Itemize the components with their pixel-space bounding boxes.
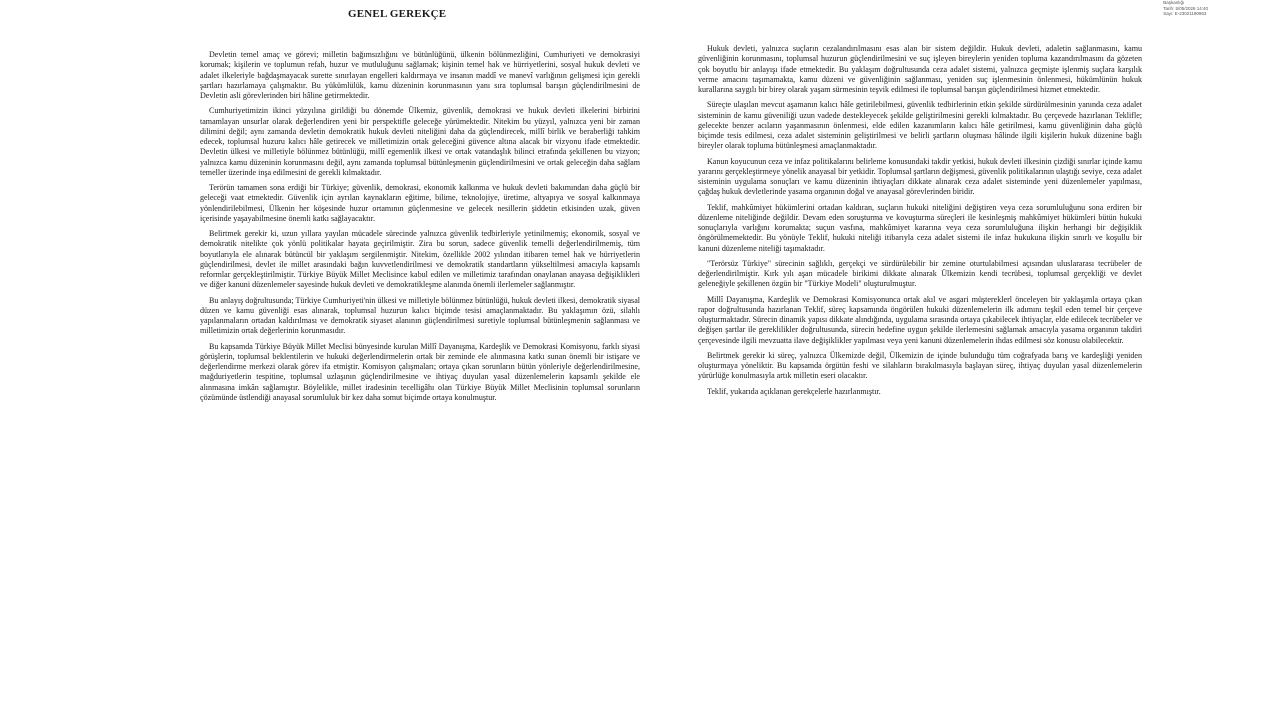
paragraph: Teklif, mahkûmiyet hükümlerini ortadan kaldıran, suçların hukuki niteliğini değiştiren veya ceza sorumluluğunu sona erdiren bir düzenleme niteliğinde değildir. Devam eden soruşturma ve kovuşturma süreçleri ile kesinleşmiş mahkûmiyet hükümleri bütün hukuki sonuçlarıyla varlığını korumakta; suçun vasfına, mahkûmiyet kararına veya ceza sorumluluğuna ilişkin herhangi bir değişiklik öngörülmemektedir. Bu yönüyle Teklif, hukuki niteliği itibarıyla ceza adalet sistemi ile infaz hukukuna ilişkin sınırlı ve koşullu bir kanuni düzenleme niteliği taşımaktadır. [698,202,1142,253]
paragraph: "Terörsüz Türkiye" sürecinin sağlıklı, gerçekçi ve sürdürülebilir bir zemine oturtulabilmesi açısından uluslararası tecrübeler de değerlendirilmiştir. Kırk yılı aşan mücadele birikimi dikkate alınarak Ülkemizin kendi tecrübesi, toplumsal gerçekliği ve devlet geleneğiyle şekillenen özgün bir "Türkiye Modeli" oluşturulmuştur. [698,258,1142,289]
paragraph: Cumhuriyetimizin ikinci yüzyılına girildiği bu dönemde Ülkemiz, güvenlik, demokrasi ve hukuk devleti ilkelerini birbirini tamamlayan unsurlar olarak değerlendiren yeni bir perspektifle geleceğe yürümektedir. Nitekim bu yüzyıl, yalnızca yeni bir zaman dilimini değil; aynı zamanda devletin demokratik hukuk devleti niteliğini daha da güçlendirecek, millî birlik ve beraberliği tahkim edecek, toplumsal huzuru kalıcı hâle getirecek ve milletimizin ortak geleceğini güvence altına alacak bir vizyonu ifade etmektedir. Devletin ülkesi ve milletiyle bölünmez bütünlüğü, millî egemenlik ilkesi ve ortak vatandaşlık bilinci etrafında şekillenen bu vizyon; yalnızca kamu düzeninin korunmasını değil, aynı zamanda toplumsal bütünleşmenin güçlendirilmesini ve ortak geleceğin daha sağlam temeller üzerinde inşa edilmesini de gerekli kılmaktadır. [200,106,640,177]
paragraph: Süreçte ulaşılan mevcut aşamanın kalıcı hâle getirilebilmesi, güvenlik tedbirlerinin etkin şekilde sürdürülmesinin yanında ceza adalet sisteminin de kamu güveniliği uzun vadede destekleyecek şekilde geliştirilmesini gerekli kılmaktadır. Bu çerçevede hazırlanan Teklifle; gelecekte benzer acıların yaşanmasının önlenmesi, elde edilen kazanımların kalıcı hâle getirilmesi, kamu güvenliğinin daha güçlü biçimde tesis edilmesi, ceza adalet sisteminin geliştirilmesi ve belirli şartların oluşması hâlinde ilgili kişilerin hukuk düzenine bağlı bireyler olarak topluma bütünleşmesi amaçlanmaktadır. [698,100,1142,151]
left-text-column [200,50,640,408]
paragraph: Teklif, yukarıda açıklanan gerekçelerle hazırlanmıştır. [707,386,881,396]
paragraph: Terörün tamamen sona erdiği bir Türkiye; güvenlik, demokrasi, ekonomik kalkınma ve hukuk devleti bakımından daha güçlü bir geleceği vaat etmektedir. Güvenlik için ayrılan kaynakların eğitime, bilime, teknolojiye, üretime, altyapıya ve sosyal kalkınmaya yönlendirilebilmesi, Ülkenin her köşesinde huzur ortamının güçlenmesine ve gelecek nesillerin şiddetin etkisinden uzak, güven içerisinde yaşayabilmesine önemli katkı sağlayacaktır. [200,183,640,223]
paragraph: Kanun koyucunun ceza ve infaz politikalarını belirleme konusundaki takdir yetkisi, hukuk devleti ilkesinin çizdiği sınırlar içinde kamu yararını gerçekleştirmeye yönelik anayasal bir yetkidir. Toplumsal şartların değişmesi, güvenlik politikalarının ulaştığı seviye, ceza adalet sisteminin uygulama sonuçları ve kamu düzeninin ihtiyaçları dikkate alınarak ceza adalet sisteminde yeni düzenlemeler yapılması, çağdaş hukuk devletlerinde yasama organının doğal ve anayasal görevlerinden biridir. [698,156,1142,197]
stamp-line: Tarih: 5/05/2026 14:40 [1163,5,1208,11]
stamp-line: Başkanlığı [1163,0,1185,5]
left-page [200,0,640,720]
paragraph: Belirtmek gerekir ki, uzun yıllara yayılan mücadele sürecinde yalnızca güvenlik tedbirleriyle yetinilmemiş; ekonomik, sosyal ve demokratik nitelikte çok yönlü politikalar hayata geçirilmiştir. Zira bu sorun, sadece güvenlik temelli değerlendirilmemiş, tüm boyutlarıyla ele alınarak bütüncül bir yaklaşım sergilenmiştir. Nitekim, özellikle 2002 yılından itibaren temel hak ve hürriyetlerin güçlendirilmesi, devlet ile millet arasındaki bağın kuvvetlendirilmesi ve demokratik standartların yükseltilmesi amacıyla kapsamlı reformlar gerçekleştirilmiştir. Türkiye Büyük Millet Meclisince kabul edilen ve milletimiz tarafından onaylanan anayasa değişiklikleri ve diğer kanuni düzenlemeler sayesinde hukuk devleti ve demokratikleşme alanında önemli ilerlemeler sağlanmıştır. [200,229,640,290]
stamp-line: Sayı: E-23021190963 [1163,11,1207,16]
paragraph: Millî Dayanışma, Kardeşlik ve Demokrasi Komisyonunca ortak akıl ve asgari müştereklerl önceleyen bir yaklaşımla ortaya çıkan rapor doğrultusunda hazırlanan Teklif, süreç kapsamında öngörülen hukuki düzenlemelerin ilk adımını teşkil eden temel bir çerçeve oluşturmaktadır. Sürecin dinamik yapısı dikkate alındığında, uygulama sırasında ortaya çıkabilecek ihtiyaçlar, elde edilecek tecrübeler ve değişen şartlar ile gereklilikler doğrultusunda, sürecin hedefine uygun şekilde ilerlemesini sağlamak amacıyla yasama organının takdiri çerçevesinde ilgili mevzuatta ilave değişiklikler yapılması veya yeni kanuni düzenlemelerin ihdas edilmesi söz konusu olabilecektir. [698,294,1142,345]
paragraph: Bu kapsamda Türkiye Büyük Millet Meclisi bünyesinde kurulan Millî Dayanışma, Kardeşlik ve Demokrasi Komisyonu, farklı siyasi görüşlerin, toplumsal beklentilerin ve hukuki değerlendirmelerin ortak bir zeminde ele alınmasına katkı sunan önemli bir istişare ve değerlendirme merkezi olarak görev ifa etmiştir. Komisyon çalışmaları; ortaya çıkan sorunların bütün yönleriyle değerlendirilmesine, mağduriyetlerin tespitine, toplumsal uzlaşının güçlendirilmesine ve ihtiyaç duyulan yasal düzenlemelerin kapsamlı şekilde ele alınmasına imkân sağlamıştır. Böylelikle, millet iradesinin tecelligâhı olan Türkiye Büyük Millet Meclisinin toplumsal sorunların çözümünde üstlendiği anayasal sorumluluk bir kez daha somut biçimde ortaya konulmuştur. [200,341,640,402]
paragraph: Bu anlayış doğrultusunda; Türkiye Cumhuriyeti'nin ülkesi ve milletiyle bölünmez bütünlüğü, hukuk devleti ilkesi, demokratik siyasal düzen ve kamu güvenliği esas alınarak, toplumsal huzurun kalıcı biçimde tesisi amaçlanmaktadır. Bu yaklaşımın özü, silahlı yapılanmaların ortadan kaldırılması ve demokratik siyaset alanının güçlendirilmesi suretiyle toplumsal bütünleşmenin sağlanması ve milletimizin ortak değerlerinin korunmasıdır. [200,295,640,336]
registry-stamp [1163,0,1208,17]
right-page [698,0,1142,720]
paragraph: Devletin temel amaç ve görevi; milletin bağımsızlığını ve bütünlüğünü, ülkenin bölünmezliğini, Cumhuriyeti ve demokrasiyi korumak; kişilerin ve toplumun refah, huzur ve mutluluğunu sağlamak; kişinin temel hak ve hürriyetlerini, sosyal hukuk devleti ve adalet ilkeleriyle bağdaşmayacak surette sınırlayan engelleri kaldırmaya ve insanın maddî ve manevî varlığının gelişmesi için gerekli şartları hazırlamaya çalışmaktır. Bu yükümlülük, kamu düzeninin korunmasının yanı sıra toplumsal barışın güçlendirilmesini de Devletin asli görevlerinden biri hâline getirmektedir. [200,50,640,100]
right-text-column [698,44,1142,402]
paragraph: Hukuk devleti, yalnızca suçların cezalandırılmasını esas alan bir sistem değildir. Hukuk devleti, adaletin sağlanmasını, kamu güvenliğinin korunmasını, toplumsal huzurun güçlendirilmesini ve suç işleyen bireylerin yeniden topluma kazandırılmasını da gözeten çok boyutlu bir anlayışı ifade etmektedir. Bu yaklaşım doğrultusunda ceza adalet sistemi, yalnızca geçmişte işlenmiş suçlara karşılık verme amacını taşımamakta, kamu düzeni ve güvenliğinin sağlanması, yeniden suç işlenmesinin önlenmesi, hükümlünün hukuk kurallarına saygılı bir birey olarak yaşam sürmesinin teşvik edilmesi ile toplumsal barışın güçlendirilmesi hizmet etmektedir. [698,44,1142,94]
document-title: GENEL GEREKÇE [348,8,447,20]
paragraph: Belirtmek gerekir ki süreç, yalnızca Ülkemizde değil, Ülkemizin de içinde bulunduğu tüm coğrafyada barış ve kardeşliği yeniden oluşturmaya yöneliktir. Bu kapsamda örgütün feshi ve silahların bırakılmasıyla başlayan süreç, ihtiyaç duyulan yasal düzenlemelerin yürürlüğe konulmasıyla artık milletin eseri olacaktır. [698,350,1142,381]
